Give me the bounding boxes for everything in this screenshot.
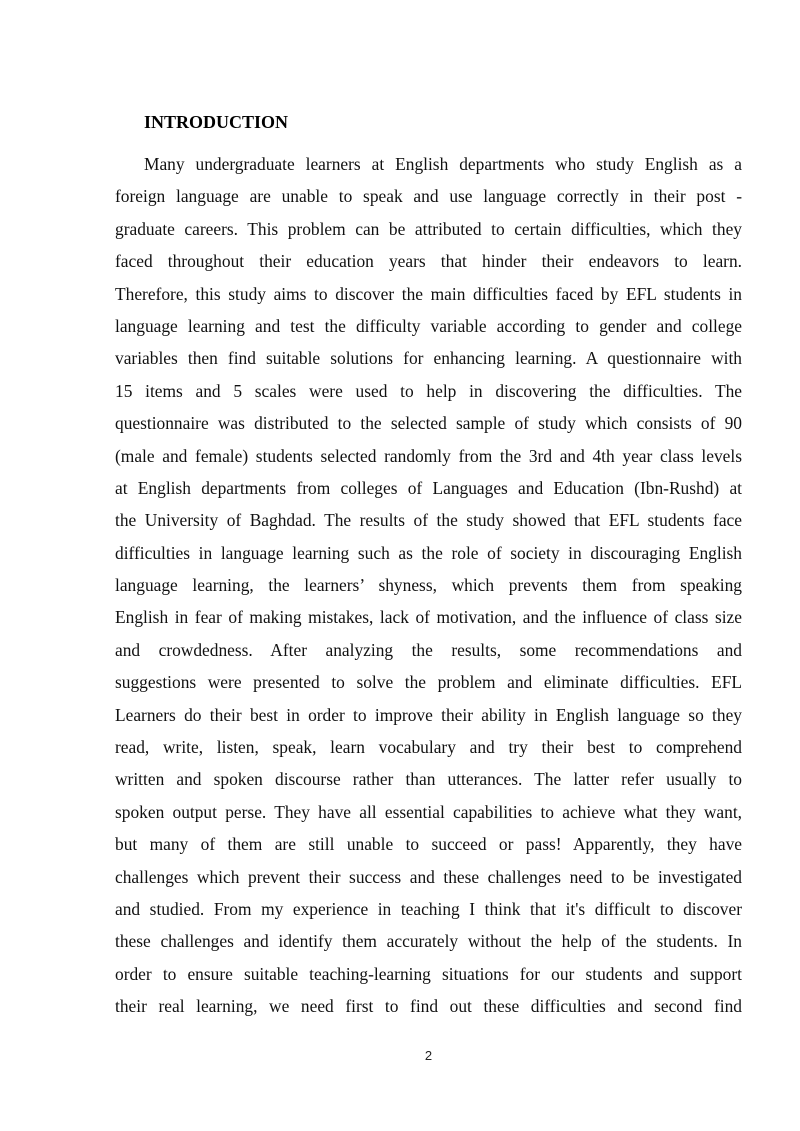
paragraph-line: language learning, the learners’ shyness, which prevents them from speaking bbox=[115, 575, 742, 596]
paragraph-line: questionnaire was distributed to the selected sample of study which consists of 90 bbox=[115, 413, 742, 434]
paragraph-line: foreign language are unable to speak and use language correctly in their post - bbox=[115, 186, 742, 207]
paragraph-line: and studied. From my experience in teaching I think that it's difficult to discover bbox=[115, 898, 742, 919]
paragraph-line: difficulties in language learning such as the role of society in discouraging English bbox=[115, 542, 742, 563]
section-heading: INTRODUCTION bbox=[144, 112, 289, 132]
paragraph-line: and crowdedness. After analyzing the results, some recommendations and bbox=[115, 639, 742, 660]
paragraph-line: language learning and test the difficulty variable according to gender and college bbox=[115, 315, 742, 336]
paragraph-line: spoken output perse. They have all essential capabilities to achieve what they want, bbox=[115, 801, 742, 822]
introduction-paragraph bbox=[115, 148, 742, 1023]
paragraph-line: written and spoken discourse rather than utterances. The latter refer usually to bbox=[115, 769, 742, 790]
paragraph-line: the University of Baghdad. The results of the study showed that EFL students face bbox=[115, 510, 742, 531]
paragraph-line: variables then find suitable solutions for enhancing learning. A questionnaire with bbox=[115, 348, 742, 369]
paragraph-line: graduate careers. This problem can be attributed to certain difficulties, which they bbox=[115, 218, 742, 239]
paragraph-line: their real learning, we need first to find out these difficulties and second find bbox=[115, 996, 742, 1017]
paragraph-line: these challenges and identify them accurately without the help of the students. In bbox=[115, 931, 742, 952]
paragraph-line: English in fear of making mistakes, lack of motivation, and the influence of class size bbox=[115, 607, 742, 628]
paragraph-line: read, write, listen, speak, learn vocabulary and try their best to comprehend bbox=[115, 737, 742, 758]
paragraph-line: Therefore, this study aims to discover the main difficulties faced by EFL students in bbox=[115, 283, 742, 304]
paragraph-line: Many undergraduate learners at English departments who study English as a bbox=[144, 154, 742, 174]
paragraph-line: faced throughout their education years that hinder their endeavors to learn. bbox=[115, 251, 742, 272]
paragraph-line: suggestions were presented to solve the problem and eliminate difficulties. EFL bbox=[115, 672, 742, 693]
paragraph-line: challenges which prevent their success and these challenges need to be investigated bbox=[115, 866, 742, 887]
paragraph-line: at English departments from colleges of Languages and Education (Ibn-Rushd) at bbox=[115, 477, 742, 498]
paragraph-line: Learners do their best in order to improve their ability in English language so they bbox=[115, 704, 742, 725]
paragraph-line: 15 items and 5 scales were used to help in discovering the difficulties. The bbox=[115, 380, 742, 401]
page-number: 2 bbox=[424, 1048, 433, 1063]
paragraph-line: but many of them are still unable to succeed or pass! Apparently, they have bbox=[115, 834, 742, 855]
paragraph-line: (male and female) students selected randomly from the 3rd and 4th year class levels bbox=[115, 445, 742, 466]
paragraph-line: order to ensure suitable teaching-learning situations for our students and support bbox=[115, 963, 742, 984]
